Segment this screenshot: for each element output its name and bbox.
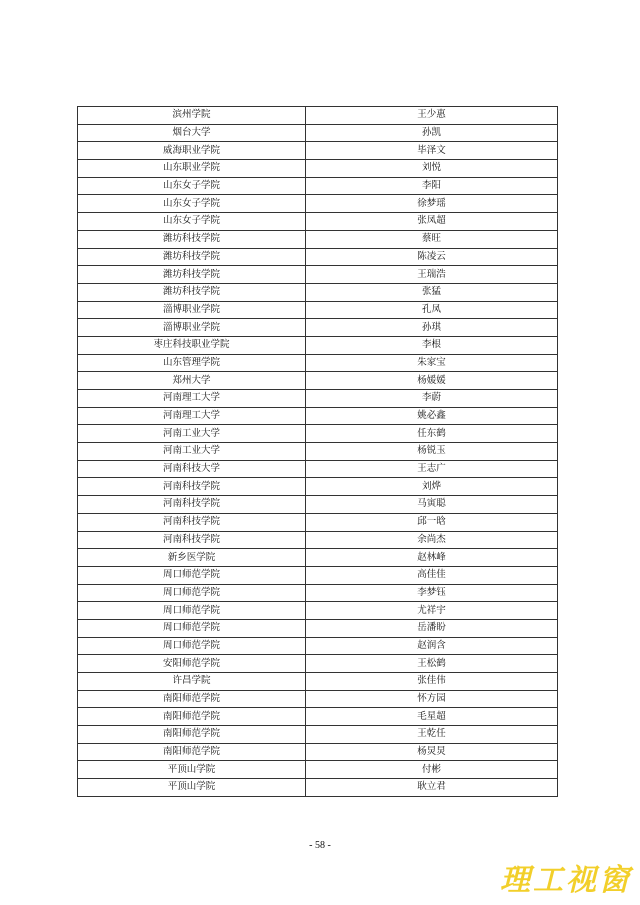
table-row bbox=[78, 531, 558, 549]
school-cell: 平顶山学院 bbox=[78, 761, 306, 779]
school-cell: 烟台大学 bbox=[78, 124, 306, 142]
table-row bbox=[78, 779, 558, 797]
school-cell: 河南工业大学 bbox=[78, 425, 306, 443]
school-cell: 周口师范学院 bbox=[78, 566, 306, 584]
table-row bbox=[78, 619, 558, 637]
school-cell: 淄博职业学院 bbox=[78, 301, 306, 319]
table-row bbox=[78, 708, 558, 726]
name-cell: 王少惠 bbox=[306, 107, 558, 125]
name-cell: 马寅聪 bbox=[306, 496, 558, 514]
name-cell: 任东鹤 bbox=[306, 425, 558, 443]
name-cell: 王松鹤 bbox=[306, 655, 558, 673]
name-cell: 付彬 bbox=[306, 761, 558, 779]
table-row bbox=[78, 496, 558, 514]
name-cell: 高佳佳 bbox=[306, 566, 558, 584]
table-row bbox=[78, 319, 558, 337]
name-cell: 岳潘盼 bbox=[306, 619, 558, 637]
name-cell: 毛星超 bbox=[306, 708, 558, 726]
table-row bbox=[78, 283, 558, 301]
table-row bbox=[78, 425, 558, 443]
school-cell: 潍坊科技学院 bbox=[78, 230, 306, 248]
school-cell: 周口师范学院 bbox=[78, 602, 306, 620]
school-cell: 河南科技学院 bbox=[78, 531, 306, 549]
school-cell: 周口师范学院 bbox=[78, 584, 306, 602]
name-cell: 朱家宝 bbox=[306, 354, 558, 372]
name-cell: 杨锐玉 bbox=[306, 443, 558, 461]
table-row bbox=[78, 761, 558, 779]
school-cell: 河南科技学院 bbox=[78, 496, 306, 514]
table-row bbox=[78, 655, 558, 673]
name-cell: 王瑞浩 bbox=[306, 266, 558, 284]
name-cell: 徐梦瑶 bbox=[306, 195, 558, 213]
name-cell: 孙琪 bbox=[306, 319, 558, 337]
name-cell: 蔡旺 bbox=[306, 230, 558, 248]
school-cell: 许昌学院 bbox=[78, 673, 306, 691]
name-cell: 赵润含 bbox=[306, 637, 558, 655]
table-row bbox=[78, 336, 558, 354]
school-cell: 河南理工大学 bbox=[78, 390, 306, 408]
table-row bbox=[78, 266, 558, 284]
table-row bbox=[78, 673, 558, 691]
school-cell: 潍坊科技学院 bbox=[78, 248, 306, 266]
watermark-logo: 理工视窗 bbox=[500, 863, 632, 898]
name-cell: 刘悦 bbox=[306, 160, 558, 178]
name-cell: 赵林峰 bbox=[306, 549, 558, 567]
table-row bbox=[78, 390, 558, 408]
name-cell: 张凤超 bbox=[306, 213, 558, 231]
name-cell: 孙凯 bbox=[306, 124, 558, 142]
school-cell: 山东女子学院 bbox=[78, 213, 306, 231]
school-cell: 山东女子学院 bbox=[78, 177, 306, 195]
table-row bbox=[78, 726, 558, 744]
school-cell: 潍坊科技学院 bbox=[78, 266, 306, 284]
name-cell: 李阳 bbox=[306, 177, 558, 195]
table-row bbox=[78, 177, 558, 195]
table-row bbox=[78, 230, 558, 248]
roster-table-body bbox=[78, 107, 558, 797]
school-cell: 河南理工大学 bbox=[78, 407, 306, 425]
name-cell: 王乾任 bbox=[306, 726, 558, 744]
school-cell: 河南工业大学 bbox=[78, 443, 306, 461]
school-cell: 周口师范学院 bbox=[78, 637, 306, 655]
school-cell: 潍坊科技学院 bbox=[78, 283, 306, 301]
school-cell: 新乡医学院 bbox=[78, 549, 306, 567]
name-cell: 李蔚 bbox=[306, 390, 558, 408]
school-cell: 山东职业学院 bbox=[78, 160, 306, 178]
table-row bbox=[78, 142, 558, 160]
school-cell: 枣庄科技职业学院 bbox=[78, 336, 306, 354]
name-cell: 孔凤 bbox=[306, 301, 558, 319]
table-row bbox=[78, 195, 558, 213]
school-cell: 滨州学院 bbox=[78, 107, 306, 125]
school-cell: 南阳师范学院 bbox=[78, 726, 306, 744]
name-cell: 尤祥宇 bbox=[306, 602, 558, 620]
school-cell: 山东管理学院 bbox=[78, 354, 306, 372]
school-cell: 威海职业学院 bbox=[78, 142, 306, 160]
name-cell: 王志广 bbox=[306, 460, 558, 478]
table-row bbox=[78, 107, 558, 125]
table-row bbox=[78, 124, 558, 142]
school-cell: 南阳师范学院 bbox=[78, 708, 306, 726]
table-row bbox=[78, 743, 558, 761]
name-cell: 毕泽文 bbox=[306, 142, 558, 160]
school-cell: 南阳师范学院 bbox=[78, 690, 306, 708]
school-cell: 山东女子学院 bbox=[78, 195, 306, 213]
table-row bbox=[78, 160, 558, 178]
name-cell: 姚必鑫 bbox=[306, 407, 558, 425]
name-cell: 陈凌云 bbox=[306, 248, 558, 266]
table-row bbox=[78, 443, 558, 461]
table-row bbox=[78, 460, 558, 478]
table-row bbox=[78, 407, 558, 425]
school-cell: 周口师范学院 bbox=[78, 619, 306, 637]
name-cell: 李梦钰 bbox=[306, 584, 558, 602]
name-cell: 李根 bbox=[306, 336, 558, 354]
table-row bbox=[78, 301, 558, 319]
table-row bbox=[78, 690, 558, 708]
name-cell: 余尚杰 bbox=[306, 531, 558, 549]
table-row bbox=[78, 549, 558, 567]
school-cell: 河南科技学院 bbox=[78, 478, 306, 496]
name-cell: 张佳伟 bbox=[306, 673, 558, 691]
table-row bbox=[78, 248, 558, 266]
school-cell: 河南科技大学 bbox=[78, 460, 306, 478]
table-row bbox=[78, 478, 558, 496]
table-row bbox=[78, 354, 558, 372]
school-cell: 安阳师范学院 bbox=[78, 655, 306, 673]
table-row bbox=[78, 213, 558, 231]
name-cell: 刘烨 bbox=[306, 478, 558, 496]
name-cell: 怀方园 bbox=[306, 690, 558, 708]
table-row bbox=[78, 566, 558, 584]
school-cell: 南阳师范学院 bbox=[78, 743, 306, 761]
table-row bbox=[78, 584, 558, 602]
school-cell: 郑州大学 bbox=[78, 372, 306, 390]
name-cell: 张猛 bbox=[306, 283, 558, 301]
table-row bbox=[78, 637, 558, 655]
name-cell: 邱一晗 bbox=[306, 513, 558, 531]
table-row bbox=[78, 513, 558, 531]
table-row bbox=[78, 602, 558, 620]
name-cell: 杨媛媛 bbox=[306, 372, 558, 390]
school-cell: 淄博职业学院 bbox=[78, 319, 306, 337]
name-cell: 杨炅炅 bbox=[306, 743, 558, 761]
table-row bbox=[78, 372, 558, 390]
school-cell: 河南科技学院 bbox=[78, 513, 306, 531]
page-number: - 58 - bbox=[309, 840, 331, 851]
name-cell: 耿立君 bbox=[306, 779, 558, 797]
roster-table bbox=[77, 106, 558, 797]
school-cell: 平顶山学院 bbox=[78, 779, 306, 797]
